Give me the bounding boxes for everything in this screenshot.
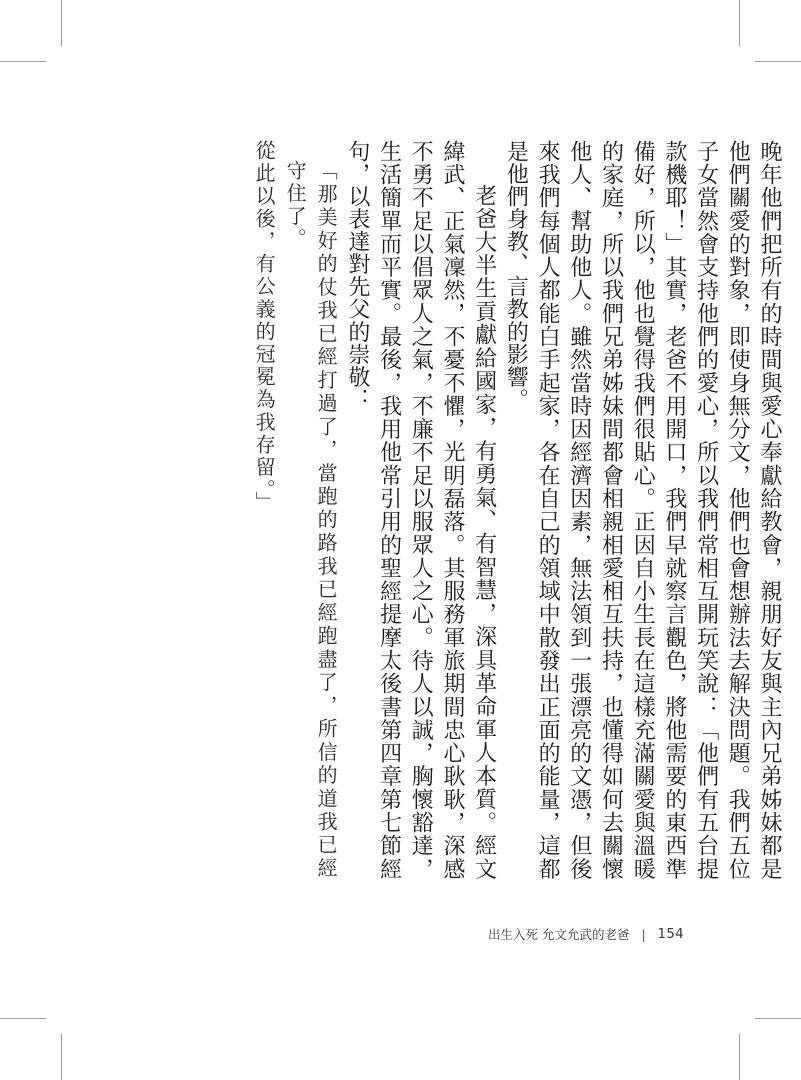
page-number: 154 xyxy=(657,926,684,942)
paragraph-2: 老爸大半生貢獻給國家，有勇氣、有智慧，深具革命軍人本質。經文緯武、正氣凜然，不憂不懼，光明磊落。其服務軍旅期間忠心耿耿，深感不勇不足以倡眾人之氣，不廉不足以服眾人之心。待人以誠，胸懷豁達，生活簡單而平實。最後，我用他常引用的聖經提摩太後書第四章第七節經句，以表達對先父的崇敬： xyxy=(344,140,497,880)
footer-separator: | xyxy=(641,926,646,942)
crop-mark-right-bottom xyxy=(755,1018,801,1019)
paragraph-1: 晚年他們把所有的時間與愛心奉獻給教會，親朋好友與主內兄弟姊妹都是他們關愛的對象，即使身無分文，他們也會想辦法去解決問題。我們五位子女當然會支持他們的愛心，所以我們常相互開玩笑說：「他們有五台提款機耶！」其實，老爸不用開口，我們早就察言觀色，將他需要的東西準備好，所以，他也覺得我們很貼心。正因自小生長在這樣充滿關愛與溫暖的家庭，所以我們兄弟姊妹間都會相親相愛相互扶持，也懂得如何去關懷他人、幫助他人。雖然當時因經濟因素，無法領到一張漂亮的文憑，但後來我們每個人都能白手起家，各在自己的領域中散發出正面的能量，這都是他們身教、言教的影響。 xyxy=(503,140,782,880)
crop-mark-left-bottom xyxy=(0,1018,46,1019)
crop-mark-top-right xyxy=(739,0,740,46)
crop-mark-bottom-right xyxy=(739,1034,740,1080)
page-footer xyxy=(488,925,684,943)
bible-quote-line-2: 從此以後，有公義的冠冕為我存留。」 xyxy=(252,140,277,515)
crop-mark-right-top xyxy=(755,61,801,62)
crop-mark-left-top xyxy=(0,61,46,62)
running-title: 出生入死 允文允武的老爸 xyxy=(487,927,630,942)
crop-mark-top-left xyxy=(61,0,62,46)
bible-quote-line-1: 「那美好的仗我已經打過了，當跑的路我已經跑盡了，所信的道我已經守住了。 xyxy=(283,160,339,880)
crop-mark-bottom-left xyxy=(61,1034,62,1080)
page-body xyxy=(215,140,785,880)
